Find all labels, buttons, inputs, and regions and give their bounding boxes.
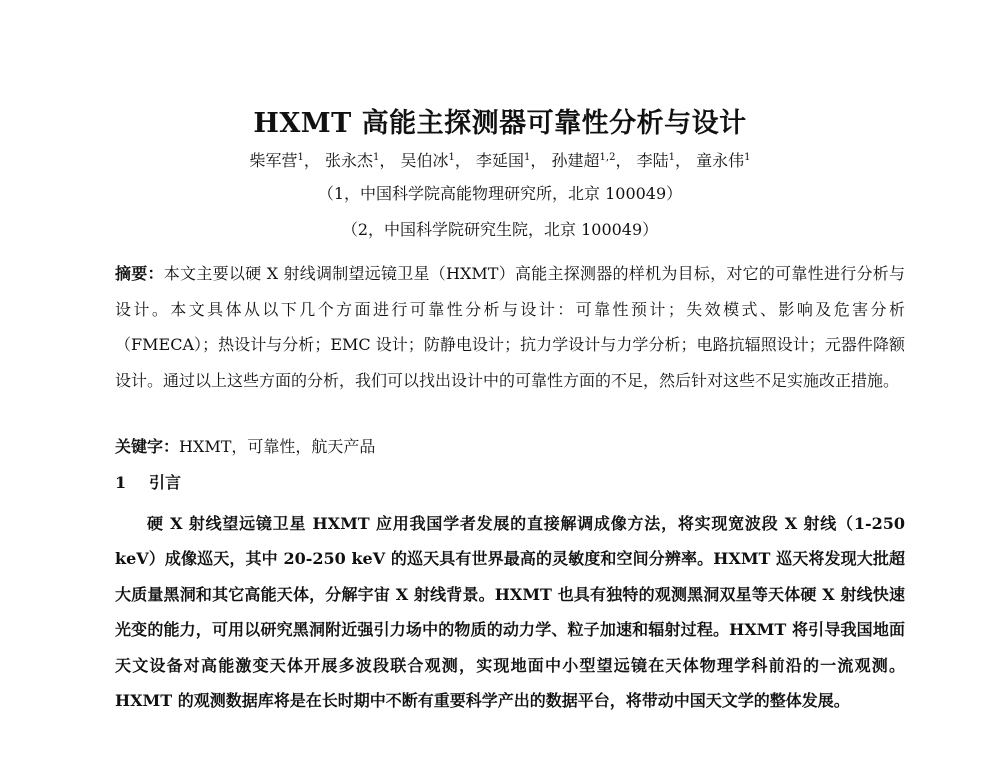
- abstract: [115, 256, 905, 398]
- author-separator: ，: [530, 151, 547, 170]
- author-list: [0, 150, 1000, 172]
- keywords-label: 关键字：: [115, 437, 180, 456]
- author-name: 孙建超: [551, 151, 600, 170]
- author-separator: ，: [303, 151, 320, 170]
- author: [250, 151, 320, 170]
- section-heading: [115, 468, 905, 498]
- keywords-text: HXMT，可靠性，航天产品: [179, 437, 376, 456]
- author: [637, 151, 691, 170]
- intro-paragraph: 硬 X 射线望远镜卫星 HXMT 应用我国学者发展的直接解调成像方法，将实现宽波段 X 射线（1-250 keV）成像巡天，其中 20-250 keV 的巡天具有世界最高的灵敏度和空间分辨率。HXMT 巡天将发现大批超大质量黑洞和其它高能天体，分解宇宙 X 射线背景。HXMT 也具有独特的观测黑洞双星等天体硬 X 射线快速光变的能力，可用以研究黑洞附近强引力场中的物质的动力学、粒子加速和辐射过程。HXMT 将引导我国地面天文设备对高能激变天体开展多波段联合观测，实现地面中小型望远镜在天体物理学科前沿的一流观测。HXMT 的观测数据库将是在长时期中不断有重要科学产出的数据平台，将带动中国天文学的整体发展。: [115, 514, 905, 711]
- author-affiliation-mark: 1: [297, 152, 304, 163]
- author: [696, 151, 750, 170]
- keywords: [115, 432, 905, 462]
- paper-title: HXMT 高能主探测器可靠性分析与设计: [253, 108, 747, 139]
- affiliation-2: （2，中国科学院研究生院，北京 100049）: [341, 220, 659, 239]
- author-affiliation-mark: 1: [373, 152, 380, 163]
- author: [401, 151, 471, 170]
- author: [325, 151, 395, 170]
- author-affiliation-mark: 1: [744, 152, 751, 163]
- author-separator: ，: [615, 151, 632, 170]
- section-title: 引言: [149, 473, 182, 492]
- author: [476, 151, 546, 170]
- author: [552, 151, 632, 170]
- author-separator: ，: [674, 151, 691, 170]
- author-name: 童永伟: [696, 151, 745, 170]
- section-number: 1: [115, 473, 127, 492]
- author-name: 李延国: [476, 151, 525, 170]
- author-affiliation-mark: 1: [448, 152, 455, 163]
- author-name: 李陆: [636, 151, 669, 170]
- author-affiliation-mark: 1: [668, 152, 675, 163]
- author-separator: ，: [379, 151, 396, 170]
- author-name: 柴军营: [249, 151, 298, 170]
- abstract-text: 本文主要以硬 X 射线调制望远镜卫星（HXMT）高能主探测器的样机为目标，对它的可靠性进行分析与设计。本文具体从以下几个方面进行可靠性分析与设计：可靠性预计；失效模式、影响及危害分析（FMECA）；热设计与分析；EMC 设计；防静电设计；抗力学设计与力学分析；电路抗辐照设计；元器件降额设计。通过以上这些方面的分析，我们可以找出设计中的可靠性方面的不足，然后针对这些不足实施改正措施。: [115, 264, 905, 390]
- author-name: 吴伯冰: [400, 151, 449, 170]
- author-affiliation-mark: 1,2: [599, 152, 616, 163]
- author-affiliation-mark: 1: [524, 152, 531, 163]
- author-separator: ，: [454, 151, 471, 170]
- abstract-label: 摘要：: [115, 264, 164, 283]
- affiliation-1: （1，中国科学院高能物理研究所，北京 100049）: [317, 184, 683, 203]
- author-name: 张永杰: [325, 151, 374, 170]
